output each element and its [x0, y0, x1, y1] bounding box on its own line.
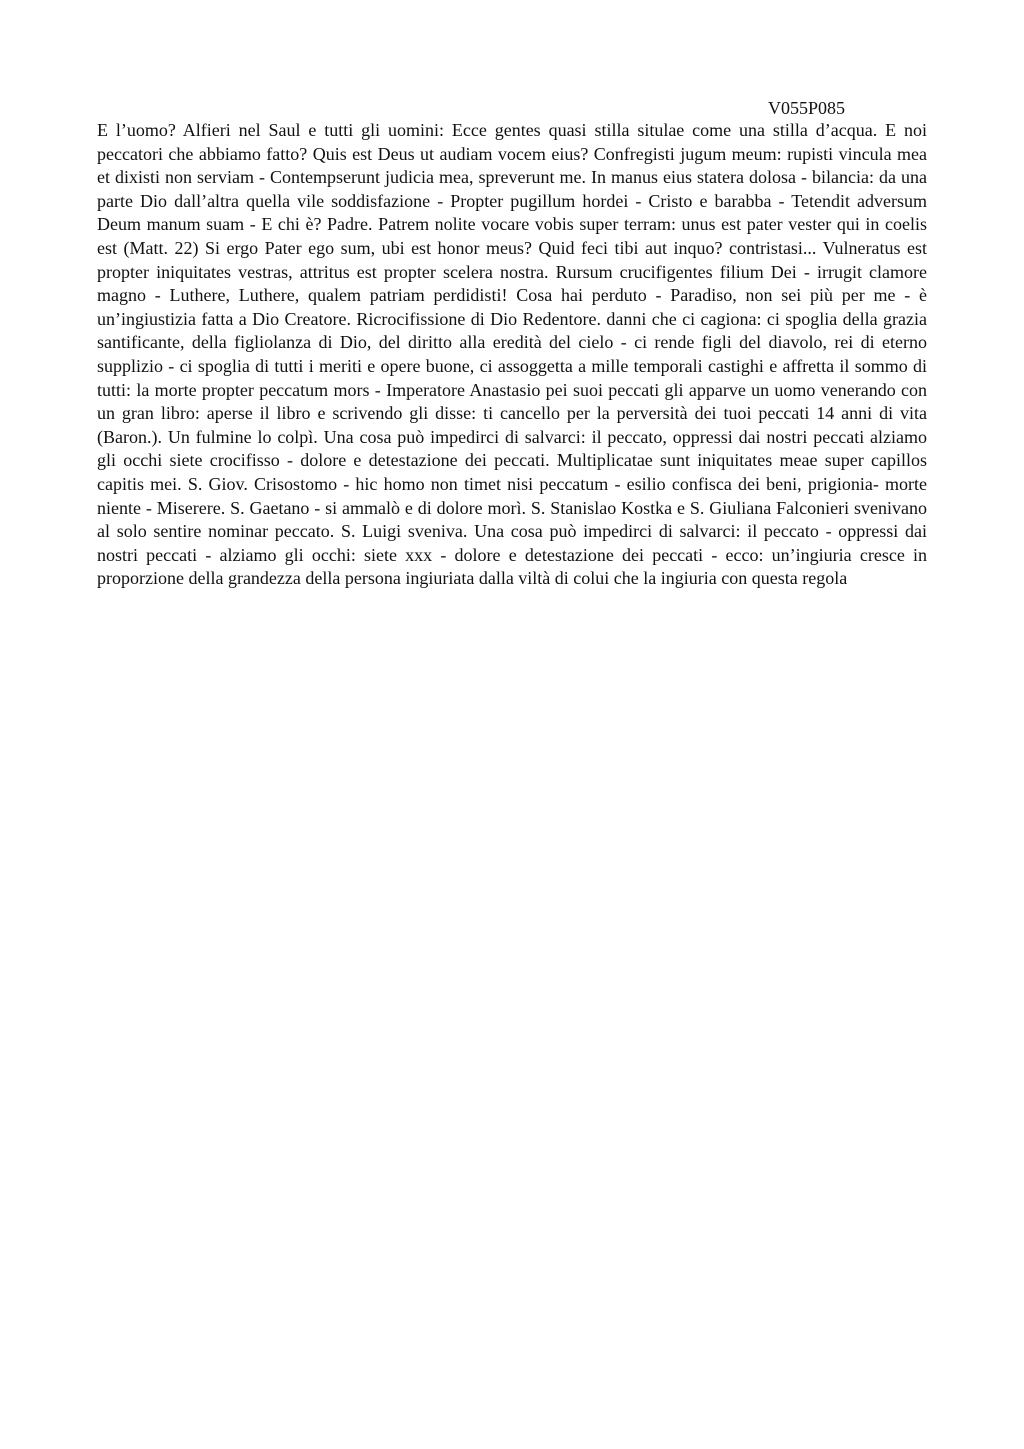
body-paragraph: E l’uomo? Alfieri nel Saul e tutti gli uomini: Ecce gentes quasi stilla situlae come una stilla d’acqua. E noi peccatori che abbiamo fatto? Quis est Deus ut audiam vocem eius? Confregisti jugum meum: rupisti vincula mea et dixisti non serviam - Contempserunt judicia mea, spreverunt me. In manus eius statera dolosa - bilancia: da una parte Dio dall’altra quella vile soddisfazione - Propter pugillum hordei - Cristo e barabba - Tetendit adversum Deum manum suam - E chi è? Padre. Patrem nolite vocare vobis super terram: unus est pater vester qui in coelis est (Matt. 22) Si ergo Pater ego sum, ubi est honor meus? Quid feci tibi aut inquo? contristasi... Vulneratus est propter iniquitates vestras, attritus est propter scelera nostra. Rursum crucifigentes filium Dei - irrugit clamore magno - Luthere, Luthere, qualem patriam perdidisti! Cosa hai perduto - Paradiso, non sei più per me - è un’ingiustizia fatta a Dio Creatore. Ricrocifissione di Dio Redentore. danni che ci cagiona: ci spoglia della grazia santificante, della figliolanza di Dio, del diritto alla eredità del cielo - ci rende figli del diavolo, rei di eterno supplizio - ci spoglia di tutti i meriti e opere buone, ci assoggetta a mille temporali castighi e affretta il sommo di tutti: la morte propter peccatum mors - Imperatore Anastasio pei suoi peccati gli apparve un uomo venerando con un gran libro: aperse il libro e scrivendo gli disse: ti cancello per la perversità dei tuoi peccati 14 anni di vita (Baron.). Un fulmine lo colpì. Una cosa può impedirci di salvarci: il peccato, oppressi dai nostri peccati alziamo gli occhi siete crocifisso - dolore e detestazione dei peccati. Multiplicatae sunt iniquitates meae super capillos capitis mei. S. Giov. Crisostomo - hic homo non timet nisi peccatum - esilio confisca dei beni, prigionia- morte niente - Miserere. S. Gaetano - si ammalò e di dolore morì. S. Stanislao Kostka e S. Giuliana Falconieri svenivano al solo sentire nominar peccato. S. Luigi sveniva. Una cosa può impedirci di salvarci: il peccato - oppressi dai nostri peccati - alziamo gli occhi: siete xxx - dolore e detestazione dei peccati - ecco: un’ingiuria cresce in proporzione della grandezza della persona ingiuriata dalla viltà di colui che la ingiuria con questa regola: [97, 120, 927, 589]
page-code: V055P085: [768, 98, 846, 118]
